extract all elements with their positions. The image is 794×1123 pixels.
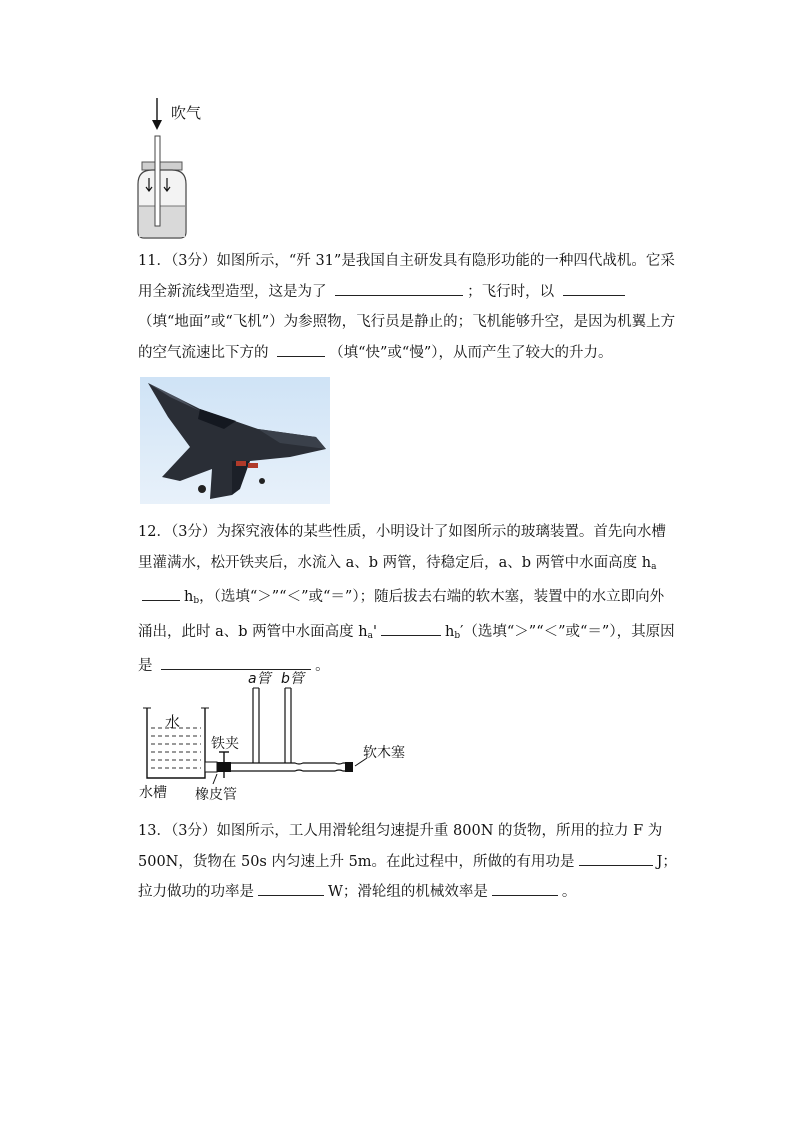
q13-number: 13．: [138, 823, 171, 839]
apparatus-figure: [135, 666, 415, 806]
label-rubber-hose: 橡皮管: [195, 787, 237, 803]
q11-blank-3[interactable]: [277, 340, 325, 357]
q12-text-1: 为探究液体的某些性质，小明设计了如图所示的玻璃装置。首先向水槽里灌满水，松开铁夹后，水流入 a、b 两管，待稳定后，a、b 两管中水面高度 h: [138, 524, 666, 571]
jet-image: [140, 377, 330, 504]
q13-score: （3分）: [170, 823, 217, 839]
blow-label: 吹气: [171, 104, 202, 122]
q12-score: （3分）: [170, 524, 217, 540]
q13-blank-1[interactable]: [579, 849, 653, 866]
label-iron-clip: 铁夹: [211, 736, 239, 752]
q12-text-3: h: [444, 623, 455, 640]
label-water: 水: [165, 713, 181, 731]
q11-blank-1[interactable]: [335, 279, 463, 296]
q12-text-h: h: [184, 589, 194, 605]
label-tank: 水槽: [139, 785, 167, 801]
q11-text-1: 如图所示，“歼 31”是我国自主研发具有隐形功能的一种四代战机。它采用全新流线型造型，这是为了: [138, 253, 675, 300]
q13-blank-2[interactable]: [258, 879, 324, 896]
q13-text-3: W；滑轮组的机械效率是: [328, 884, 488, 900]
q11-number: 11．: [138, 253, 171, 269]
q13-blank-3[interactable]: [492, 879, 558, 896]
q12-text-2: ，（选填“＞”“＜”或“＝”）；随后拔去右端的软木塞，装置中的水立即向外涌出，此时 a、b 两管中水面高度 h: [138, 589, 665, 640]
question-13: [138, 816, 678, 908]
q13-text-4: 。: [561, 884, 577, 900]
q12-sub-a2: a: [367, 630, 373, 641]
question-11: [138, 246, 678, 368]
q12-blank-2[interactable]: [381, 619, 441, 636]
q12-prime: ': [372, 623, 377, 640]
q11-text-2: ；飞行时，以: [467, 283, 555, 300]
fighter-jet-photo: [140, 377, 330, 504]
q12-number: 12．: [138, 524, 171, 540]
q11-score: （3分）: [170, 253, 217, 269]
q12-blank-1[interactable]: [142, 584, 180, 601]
q12-sub-b: b: [193, 596, 200, 606]
q13-text-1: 如图所示，工人用滑轮组匀速提升重 800N 的货物，所用的拉力 F 为 500N，货物在 50s 内匀速上升 5m。在此过程中，所做的有用功是: [138, 823, 663, 870]
bottle-figure: [130, 98, 230, 240]
q13-text-2: J；拉力做功的功率是: [138, 853, 677, 900]
q11-text-4: （填“快”或“慢”），从而产生了较大的升力。: [329, 344, 613, 361]
q12-sub-a: a: [651, 561, 657, 572]
q11-blank-2[interactable]: [563, 279, 625, 296]
q12-sub-b2: b: [454, 630, 461, 641]
q12-text-4: ′（选填“＞”“＜”或“＝”），其原因是: [138, 623, 675, 674]
label-a-tube: a管: [248, 671, 271, 687]
question-12: [138, 517, 678, 682]
q11-text-3: （填“地面”或“飞机”）为参照物，飞行员是静止的；飞机能够升空，是因为机翼上方的空气流速比下方的: [138, 314, 676, 361]
label-b-tube: b管: [281, 671, 304, 687]
label-cork: 软木塞: [363, 745, 405, 761]
apparatus-diagram: [135, 666, 415, 806]
q12-text-5: 。: [315, 658, 330, 674]
